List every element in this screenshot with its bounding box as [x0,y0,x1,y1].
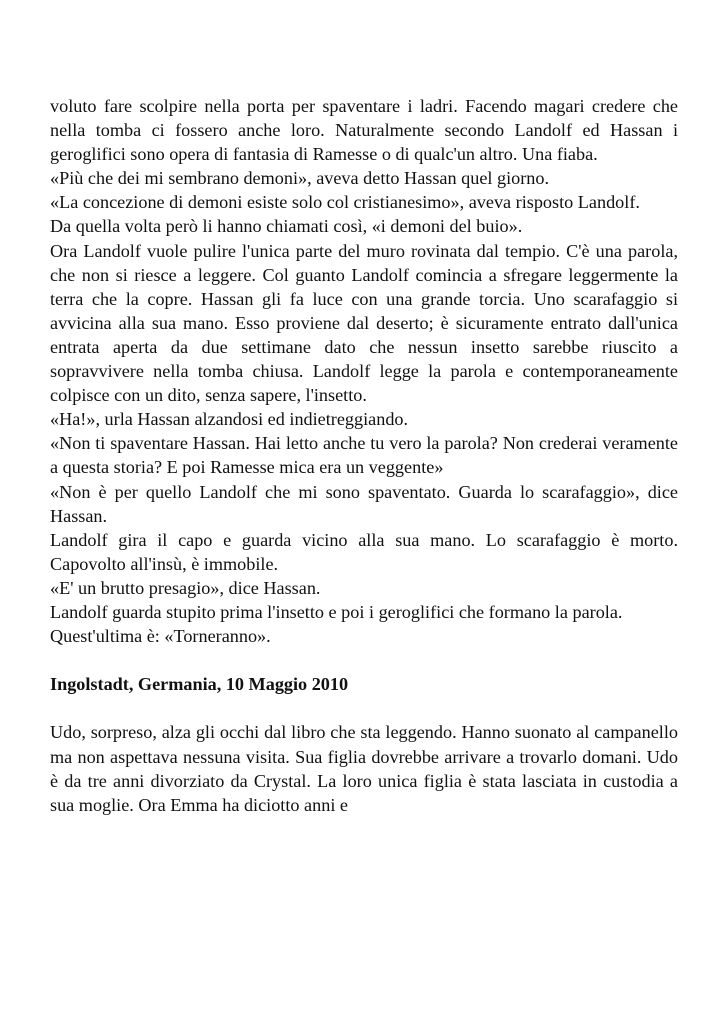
paragraph: Landolf guarda stupito prima l'insetto e poi i geroglifici che formano la parola. [50,601,623,622]
paragraph: «Non è per quello Landolf che mi sono spaventato. Guarda lo scarafaggio», dice Hassan. [50,481,678,526]
paragraph: «Ha!», urla Hassan alzandosi ed indietreggiando. [50,409,409,430]
paragraph: «La concezione di demoni esiste solo col cristianesimo», aveva risposto Landolf. [50,192,640,213]
document-page [50,94,678,817]
blank-line [50,648,678,672]
section-heading: Ingolstadt, Germania, 10 Maggio 2010 [50,674,349,695]
paragraph: Quest'ultima è: «Torneranno». [50,626,271,647]
paragraph: Da quella volta però li hanno chiamati così, «i demoni del buio». [50,216,523,237]
paragraph: «E' un brutto presagio», dice Hassan. [50,577,321,598]
paragraph: «Più che dei mi sembrano demoni», aveva detto Hassan quel giorno. [50,168,550,189]
paragraph: Landolf gira il capo e guarda vicino alla sua mano. Lo scarafaggio è morto. Capovolto all'insù, è immobile. [50,529,678,574]
paragraph: voluto fare scolpire nella porta per spaventare i ladri. Facendo magari credere che nella tomba ci fossero anche loro. Naturalmente secondo Landolf ed Hassan i geroglifici sono opera di fantasia di Ramesse o di qualc'un altro. Una fiaba. [50,96,678,165]
paragraph: Ora Landolf vuole pulire l'unica parte del muro rovinata dal tempio. C'è una parola, che non si riesce a leggere. Col guanto Landolf comincia a sfregare leggermente la terra che la copre. Hassan gli fa luce con una grande torcia. Uno scarafaggio si avvicina alla sua mano. Esso proviene dal deserto; è sicuramente entrato dall'unica entrata aperta da due settimane dato che nessun insetto sarebbe riuscito a sopravvivere nella tomba chiusa. Landolf legge la parola e contemporaneamente colpisce con un dito, senza sapere, l'insetto. [50,240,678,406]
paragraph: Udo, sorpreso, alza gli occhi dal libro che sta leggendo. Hanno suonato al campanello ma non aspettava nessuna visita. Sua figlia dovrebbe arrivare a trovarlo domani. Udo è da tre anni divorziato da Crystal. La loro unica figlia è stata lasciata in custodia a sua moglie. Ora Emma ha diciotto anni e [50,722,678,815]
paragraph: «Non ti spaventare Hassan. Hai letto anche tu vero la parola? Non crederai veramente a questa storia? E poi Ramesse mica era un veggente» [50,433,678,478]
blank-line [50,696,678,720]
